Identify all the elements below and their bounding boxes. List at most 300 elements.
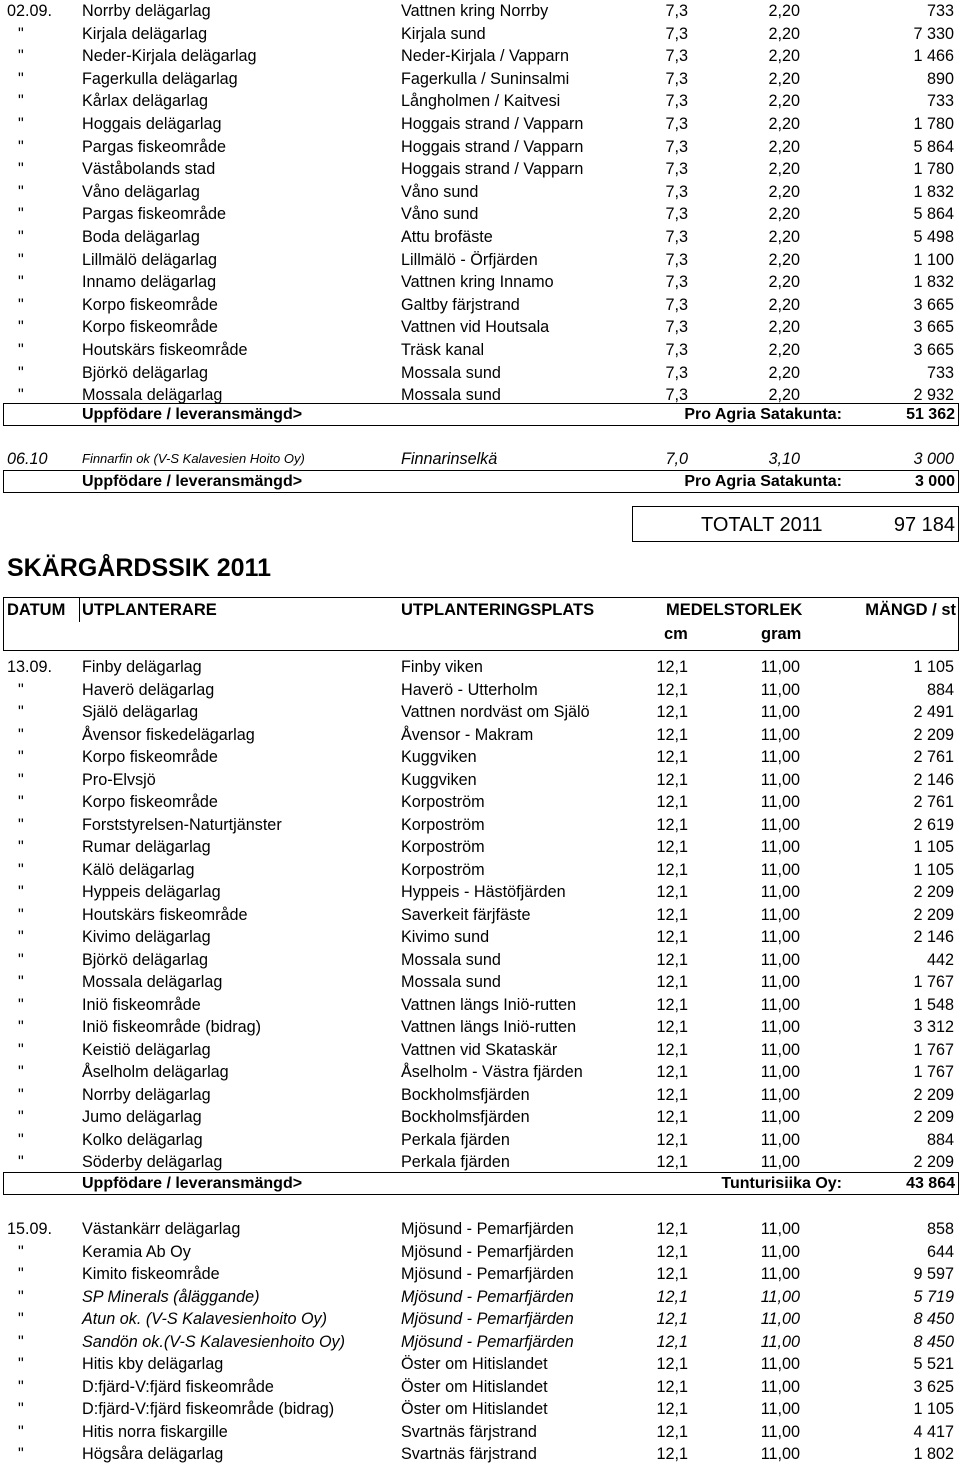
- row-ditto-mark: ": [18, 341, 24, 359]
- row-planter: SP Minerals (åläggande): [82, 1287, 260, 1306]
- row-place: Finby viken: [401, 658, 483, 676]
- row-planter: Korpo fiskeområde: [82, 318, 218, 337]
- row-size-cm: 12,1: [656, 1355, 688, 1373]
- row-place: Perkala fjärden: [401, 1130, 510, 1149]
- table-row: [0, 90, 960, 112]
- row-weight-gram: 2,20: [768, 295, 800, 314]
- row-ditto-mark: ": [18, 928, 24, 946]
- row-ditto-mark: ": [18, 1108, 24, 1126]
- row-ditto-mark: ": [18, 318, 24, 337]
- row-amount: 2 209: [913, 905, 954, 924]
- row-planter: Korpo fiskeområde: [82, 295, 218, 314]
- row-size-cm: 12,1: [656, 928, 688, 946]
- row-place: Mjösund - Pemarfjärden: [401, 1287, 574, 1306]
- table-row: [0, 294, 960, 316]
- row-weight-gram: 2,20: [768, 47, 800, 66]
- row-ditto-mark: ": [18, 115, 24, 133]
- row-planter: Väståbolands stad: [82, 160, 216, 179]
- row-weight-gram: 11,00: [760, 883, 800, 901]
- summary-label: Uppfödare / leveransmängd>: [82, 1175, 303, 1192]
- row-amount: 8 450: [913, 1332, 954, 1351]
- row-planter: Houtskärs fiskeområde: [82, 341, 248, 359]
- row-amount: 5 864: [913, 205, 954, 224]
- row-weight-gram: 11,00: [760, 838, 800, 856]
- row-size-cm: 12,1: [656, 1153, 688, 1171]
- table-row: [0, 679, 960, 701]
- table-row: [0, 1421, 960, 1443]
- header-divider: [79, 598, 80, 622]
- row-ditto-mark: ": [18, 770, 24, 789]
- row-place: Bockholmsfjärden: [401, 1108, 530, 1126]
- row-weight-gram: 11,00: [760, 1130, 800, 1149]
- row-place: Korpoström: [401, 838, 485, 856]
- row-amount: 1 548: [913, 995, 954, 1014]
- row-place: Haverö - Utterholm: [401, 680, 538, 699]
- row-weight-gram: 11,00: [760, 793, 800, 811]
- row-ditto-mark: ": [18, 680, 24, 699]
- row-planter: Jumo delägarlag: [82, 1108, 202, 1126]
- row-weight-gram: 11,00: [760, 950, 800, 969]
- row-size-cm: 7,3: [665, 205, 688, 224]
- row-ditto-mark: ": [18, 995, 24, 1014]
- row-size-cm: 12,1: [656, 1040, 688, 1059]
- row-size-cm: 12,1: [656, 1445, 688, 1463]
- row-planter: Korpo fiskeområde: [82, 748, 218, 766]
- row-amount: 8 450: [913, 1310, 954, 1328]
- table-row: [0, 971, 960, 993]
- row-size-cm: 7,3: [665, 2, 688, 20]
- row-amount: 884: [926, 680, 954, 699]
- row-amount: 442: [926, 950, 954, 969]
- row-ditto-mark: ": [18, 386, 24, 405]
- row-amount: 3 665: [913, 318, 954, 337]
- row-weight-gram: 2,20: [768, 250, 800, 269]
- row-planter: Pargas fiskeområde: [82, 205, 226, 224]
- row-place: Mjösund - Pemarfjärden: [401, 1310, 574, 1328]
- row-place: Korpoström: [401, 793, 485, 811]
- row-place: Hyppeis - Hästöfjärden: [401, 883, 566, 901]
- row-weight-gram: 11,00: [760, 1085, 800, 1104]
- row-planter: Keramia Ab Oy: [82, 1242, 191, 1261]
- summary-label: Uppfödare / leveransmängd>: [82, 406, 303, 423]
- row-weight-gram: 2,20: [768, 228, 800, 246]
- row-amount: 5 864: [913, 137, 954, 156]
- table-row: [0, 113, 960, 135]
- row-place: Vattnen längs Iniö-rutten: [401, 1018, 577, 1036]
- row-planter: Iniö fiskeområde (bidrag): [82, 1018, 262, 1036]
- row-weight-gram: 11,00: [760, 658, 800, 676]
- row-planter: Fagerkulla delägarlag: [82, 69, 238, 88]
- row-size-cm: 12,1: [656, 1377, 688, 1396]
- row-place: Perkala fjärden: [401, 1153, 510, 1171]
- row-ditto-mark: ": [18, 273, 24, 292]
- row-weight-gram: 2,20: [768, 115, 800, 133]
- row-size-cm: 12,1: [656, 905, 688, 924]
- row-weight-gram: 2,20: [768, 24, 800, 43]
- row-ditto-mark: ": [18, 1400, 24, 1418]
- row-planter: Neder-Kirjala delägarlag: [82, 47, 257, 66]
- row-planter: Kirjala delägarlag: [82, 24, 208, 43]
- row-planter: Björkö delägarlag: [82, 363, 208, 382]
- table-row: [0, 769, 960, 791]
- row-planter: Kivimo delägarlag: [82, 928, 211, 946]
- row-amount: 1 832: [913, 273, 954, 292]
- summary-total: 51 362: [906, 406, 955, 423]
- row-size-cm: 12,1: [656, 1220, 688, 1238]
- row-size-cm: 7,0: [665, 450, 688, 468]
- row-size-cm: 12,1: [656, 748, 688, 766]
- row-amount: 2 209: [913, 883, 954, 901]
- row-ditto-mark: ": [18, 295, 24, 314]
- row-size-cm: 12,1: [656, 658, 688, 676]
- row-size-cm: 12,1: [656, 725, 688, 744]
- table-row: [0, 249, 960, 271]
- row-amount: 1 767: [913, 1063, 954, 1081]
- row-size-cm: 7,3: [665, 182, 688, 201]
- row-planter: Söderby delägarlag: [82, 1153, 223, 1171]
- row-date: 06.10: [7, 450, 48, 468]
- row-place: Vattnen nordväst om Själö: [401, 703, 590, 721]
- row-amount: 2 146: [913, 770, 954, 789]
- header-cm: cm: [664, 625, 688, 643]
- row-weight-gram: 2,20: [768, 318, 800, 337]
- row-weight-gram: 11,00: [760, 1153, 800, 1171]
- table-row: [0, 362, 960, 384]
- row-ditto-mark: ": [18, 205, 24, 224]
- row-planter: Åselholm delägarlag: [82, 1063, 229, 1081]
- row-place: Fagerkulla / Suninsalmi: [401, 69, 570, 88]
- row-place: Åselholm - Västra fjärden: [401, 1063, 583, 1081]
- row-place: Korpoström: [401, 860, 485, 879]
- row-place: Kuggviken: [401, 770, 477, 789]
- header-amount: MÄNGD / st: [865, 601, 956, 619]
- row-amount: 5 521: [913, 1355, 954, 1373]
- row-place: Öster om Hitislandet: [401, 1377, 548, 1396]
- row-planter: Kolko delägarlag: [82, 1130, 203, 1149]
- row-planter: Haverö delägarlag: [82, 680, 215, 699]
- header-place: UTPLANTERINGSPLATS: [401, 601, 595, 619]
- row-amount: 1 780: [913, 160, 954, 179]
- row-size-cm: 7,3: [665, 386, 688, 405]
- row-ditto-mark: ": [18, 1355, 24, 1373]
- row-ditto-mark: ": [18, 973, 24, 991]
- row-ditto-mark: ": [18, 1018, 24, 1036]
- row-weight-gram: 11,00: [760, 1220, 800, 1238]
- summary-row-c: [3, 1172, 959, 1195]
- table-row: [0, 1106, 960, 1128]
- row-amount: 858: [926, 1220, 954, 1238]
- row-weight-gram: 11,00: [760, 680, 800, 699]
- row-size-cm: 12,1: [656, 1310, 688, 1328]
- row-amount: 1 802: [913, 1445, 954, 1463]
- row-size-cm: 12,1: [656, 1332, 688, 1351]
- row-size-cm: 12,1: [656, 680, 688, 699]
- row-weight-gram: 11,00: [760, 1400, 800, 1418]
- summary-label: Uppfödare / leveransmängd>: [82, 473, 303, 490]
- row-place: Långholmen / Kaitvesi: [401, 92, 561, 111]
- row-amount: 2 209: [913, 1085, 954, 1104]
- row-date: 02.09.: [7, 2, 53, 20]
- row-place: Vattnen vid Skataskär: [401, 1040, 558, 1059]
- row-planter: Norrby delägarlag: [82, 2, 211, 20]
- row-weight-gram: 2,20: [768, 92, 800, 111]
- row-ditto-mark: ": [18, 1377, 24, 1396]
- row-size-cm: 7,3: [665, 295, 688, 314]
- row-weight-gram: 11,00: [760, 1310, 800, 1328]
- row-place: Bockholmsfjärden: [401, 1085, 530, 1104]
- row-size-cm: 12,1: [656, 1108, 688, 1126]
- row-ditto-mark: ": [18, 228, 24, 246]
- row-ditto-mark: ": [18, 1287, 24, 1306]
- row-planter: Hitis norra fiskargille: [82, 1422, 228, 1441]
- row-amount: 3 312: [913, 1018, 954, 1036]
- row-planter: Kårlax delägarlag: [82, 92, 208, 111]
- row-place: Kivimo sund: [401, 928, 490, 946]
- row-place: Mossala sund: [401, 363, 501, 382]
- row-weight-gram: 2,20: [768, 182, 800, 201]
- table-row: [0, 859, 960, 881]
- row-planter: Rumar delägarlag: [82, 838, 211, 856]
- row-planter: Hoggais delägarlag: [82, 115, 222, 133]
- row-weight-gram: 11,00: [760, 973, 800, 991]
- row-date: 15.09.: [7, 1220, 53, 1238]
- row-amount: 733: [926, 92, 954, 111]
- row-weight-gram: 11,00: [760, 1445, 800, 1463]
- row-place: Hoggais strand / Vapparn: [401, 137, 584, 156]
- row-planter: Hyppeis delägarlag: [82, 883, 221, 901]
- row-ditto-mark: ": [18, 1265, 24, 1283]
- row-amount: 2 932: [913, 386, 954, 405]
- row-amount: 1 767: [913, 973, 954, 991]
- row-weight-gram: 11,00: [760, 770, 800, 789]
- row-weight-gram: 2,20: [768, 160, 800, 179]
- table-row: [0, 1016, 960, 1038]
- row-date: 13.09.: [7, 658, 53, 676]
- row-weight-gram: 11,00: [760, 928, 800, 946]
- row-planter: Kälö delägarlag: [82, 860, 195, 879]
- row-weight-gram: 11,00: [760, 748, 800, 766]
- total-value: 97 184: [893, 514, 955, 536]
- summary-row-b: [3, 470, 959, 493]
- row-ditto-mark: ": [18, 160, 24, 179]
- header-date: DATUM: [7, 601, 66, 619]
- row-amount: 2 491: [913, 703, 954, 721]
- row-size-cm: 7,3: [665, 318, 688, 337]
- row-size-cm: 12,1: [656, 883, 688, 901]
- row-planter: Pargas fiskeområde: [82, 137, 226, 156]
- row-amount: 1 105: [913, 1400, 954, 1418]
- table-row: [0, 339, 960, 361]
- table-row: [0, 949, 960, 971]
- row-planter: Björkö delägarlag: [82, 950, 208, 969]
- table-row: [0, 136, 960, 158]
- row-size-cm: 12,1: [656, 860, 688, 879]
- row-ditto-mark: ": [18, 137, 24, 156]
- row-ditto-mark: ": [18, 363, 24, 382]
- table-row: [0, 1241, 960, 1263]
- row-place: Öster om Hitislandet: [401, 1400, 548, 1418]
- row-place: Finnarinselkä: [401, 450, 498, 468]
- table-row: [0, 226, 960, 248]
- row-amount: 1 100: [913, 250, 954, 269]
- row-amount: 3 665: [913, 341, 954, 359]
- table-row: [0, 203, 960, 225]
- table-row: [0, 0, 960, 22]
- row-ditto-mark: ": [18, 250, 24, 269]
- row-ditto-mark: ": [18, 703, 24, 721]
- table-row: [0, 1398, 960, 1420]
- row-place: Lillmälö - Örfjärden: [401, 250, 538, 269]
- row-place: Mjösund - Pemarfjärden: [401, 1265, 574, 1283]
- row-place: Våno sund: [401, 182, 479, 201]
- table-header: [3, 597, 959, 651]
- row-amount: 1 832: [913, 182, 954, 201]
- row-weight-gram: 11,00: [760, 1287, 800, 1306]
- table-row: [0, 1151, 960, 1173]
- row-size-cm: 12,1: [656, 1130, 688, 1149]
- row-weight-gram: 11,00: [760, 1018, 800, 1036]
- row-size-cm: 7,3: [665, 137, 688, 156]
- row-size-cm: 12,1: [656, 950, 688, 969]
- row-ditto-mark: ": [18, 838, 24, 856]
- table-row: [0, 1353, 960, 1375]
- row-ditto-mark: ": [18, 883, 24, 901]
- table-row: [0, 904, 960, 926]
- row-place: Saverkeit färjfäste: [401, 905, 531, 924]
- row-weight-gram: 2,20: [768, 273, 800, 292]
- row-ditto-mark: ": [18, 725, 24, 744]
- row-place: Mjösund - Pemarfjärden: [401, 1242, 574, 1261]
- row-weight-gram: 11,00: [760, 815, 800, 834]
- row-size-cm: 12,1: [656, 1265, 688, 1283]
- summary-org: Pro Agria Satakunta:: [684, 473, 842, 490]
- row-ditto-mark: ": [18, 1332, 24, 1351]
- table-row: [0, 1263, 960, 1285]
- row-weight-gram: 11,00: [760, 725, 800, 744]
- table-row: [0, 814, 960, 836]
- row-place: Mossala sund: [401, 386, 501, 405]
- row-amount: 2 146: [913, 928, 954, 946]
- row-ditto-mark: ": [18, 1422, 24, 1441]
- row-size-cm: 7,3: [665, 47, 688, 66]
- row-place: Kirjala sund: [401, 24, 486, 43]
- row-size-cm: 12,1: [656, 1085, 688, 1104]
- row-planter: D:fjärd-V:fjärd fiskeområde (bidrag): [82, 1400, 335, 1418]
- row-size-cm: 7,3: [665, 228, 688, 246]
- row-size-cm: 12,1: [656, 973, 688, 991]
- table-row: [0, 68, 960, 90]
- row-place: Hoggais strand / Vapparn: [401, 115, 584, 133]
- row-weight-gram: 11,00: [760, 1108, 800, 1126]
- row-planter: Mossala delägarlag: [82, 386, 223, 405]
- row-place: Träsk kanal: [401, 341, 485, 359]
- total-label: TOTALT 2011: [701, 514, 823, 536]
- row-planter: Houtskärs fiskeområde: [82, 905, 248, 924]
- row-place: Attu brofäste: [401, 228, 493, 246]
- row-place: Mossala sund: [401, 950, 501, 969]
- row-amount: 644: [926, 1242, 954, 1261]
- row-amount: 1 767: [913, 1040, 954, 1059]
- row-place: Vattnen kring Innamo: [401, 273, 554, 292]
- row-weight-gram: 2,20: [768, 341, 800, 359]
- row-size-cm: 12,1: [656, 815, 688, 834]
- row-place: Korpoström: [401, 815, 485, 834]
- row-size-cm: 12,1: [656, 770, 688, 789]
- row-size-cm: 12,1: [656, 1287, 688, 1306]
- row-size-cm: 12,1: [656, 995, 688, 1014]
- row-place: Svartnäs färjstrand: [401, 1422, 537, 1441]
- row-amount: 2 209: [913, 725, 954, 744]
- row-ditto-mark: ": [18, 793, 24, 811]
- row-ditto-mark: ": [18, 1310, 24, 1328]
- row-amount: 2 209: [913, 1108, 954, 1126]
- row-place: Våno sund: [401, 205, 479, 224]
- row-ditto-mark: ": [18, 1130, 24, 1149]
- row-amount: 2 619: [913, 815, 954, 834]
- row-size-cm: 7,3: [665, 92, 688, 111]
- row-planter: Åvensor fiskedelägarlag: [82, 725, 255, 744]
- row-ditto-mark: ": [18, 47, 24, 66]
- row-ditto-mark: ": [18, 1085, 24, 1104]
- row-ditto-mark: ": [18, 24, 24, 43]
- row-ditto-mark: ": [18, 860, 24, 879]
- table-row: [0, 1376, 960, 1398]
- row-place: Mjösund - Pemarfjärden: [401, 1220, 574, 1238]
- row-amount: 3 665: [913, 295, 954, 314]
- row-planter: Iniö fiskeområde: [82, 995, 201, 1014]
- table-row: [0, 316, 960, 338]
- header-gram: gram: [761, 625, 802, 643]
- row-size-cm: 7,3: [665, 24, 688, 43]
- summary-total: 3 000: [914, 473, 955, 490]
- table-row: [0, 1331, 960, 1353]
- row-size-cm: 12,1: [656, 1018, 688, 1036]
- table-row: [0, 1443, 960, 1465]
- row-size-cm: 7,3: [665, 363, 688, 382]
- table-row: [0, 1039, 960, 1061]
- table-row: [0, 1308, 960, 1330]
- table-row: [0, 271, 960, 293]
- row-place: Mjösund - Pemarfjärden: [401, 1332, 574, 1351]
- row-amount: 3 000: [913, 450, 954, 468]
- row-place: Svartnäs färjstrand: [401, 1445, 537, 1463]
- row-planter: Innamo delägarlag: [82, 273, 217, 292]
- row-planter: Boda delägarlag: [82, 228, 200, 246]
- row-ditto-mark: ": [18, 950, 24, 969]
- row-amount: 5 498: [913, 228, 954, 246]
- table-row: [0, 23, 960, 45]
- table-row: [0, 158, 960, 180]
- row-amount: 884: [926, 1130, 954, 1149]
- row-planter: Sandön ok.(V-S Kalavesienhoito Oy): [82, 1332, 346, 1351]
- table-row: [0, 656, 960, 678]
- row-place: Vattnen kring Norrby: [401, 2, 549, 20]
- table-row: [0, 1084, 960, 1106]
- row-planter: Mossala delägarlag: [82, 973, 223, 991]
- row-amount: 2 761: [913, 748, 954, 766]
- table-row: [0, 1218, 960, 1240]
- row-size-cm: 7,3: [665, 69, 688, 88]
- section-title: SKÄRGÅRDSSIK 2011: [7, 554, 271, 582]
- row-planter: Korpo fiskeområde: [82, 793, 218, 811]
- table-row: [0, 1061, 960, 1083]
- row-amount: 1 105: [913, 658, 954, 676]
- row-weight-gram: 2,20: [768, 69, 800, 88]
- row-weight-gram: 11,00: [760, 1422, 800, 1441]
- row-weight-gram: 11,00: [760, 703, 800, 721]
- row-amount: 9 597: [913, 1265, 954, 1283]
- row-amount: 5 719: [913, 1287, 954, 1306]
